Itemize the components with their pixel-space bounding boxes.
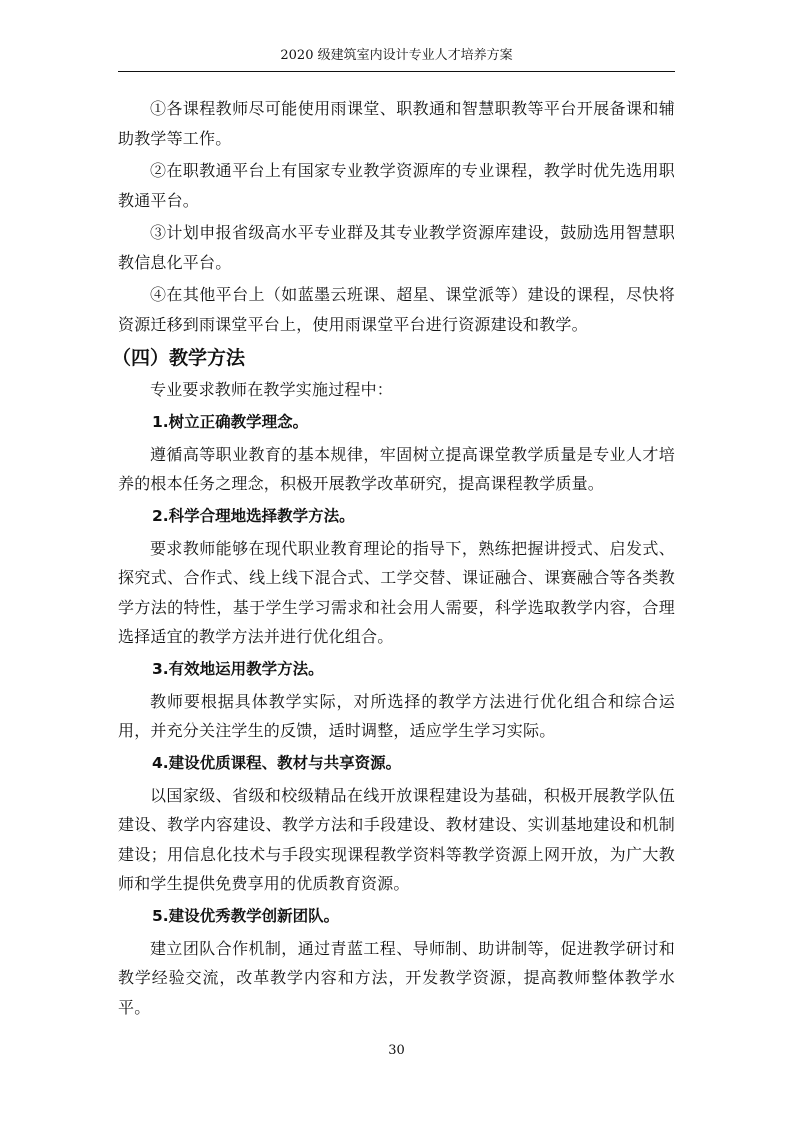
paragraph-platform-3: ③计划申报省级高水平专业群及其专业教学资源库建设，鼓励选用智慧职教信息化平台。 — [118, 223, 675, 272]
section-intro: 专业要求教师在教学实施过程中： — [150, 380, 394, 399]
item-body-1: 遵循高等职业教育的基本规律，牢固树立提高课堂教学质量是专业人才培养的根本任务之理念，积极开展教学改革研究，提高课程教学质量。 — [118, 444, 675, 493]
page-header: 2020 级建筑室内设计专业人才培养方案 — [280, 48, 513, 63]
item-heading-2: 2.科学合理地选择教学方法。 — [152, 506, 355, 525]
paragraph-platform-1: ①各课程教师尽可能使用雨课堂、职教通和智慧职教等平台开展备课和辅助教学等工作。 — [118, 99, 675, 148]
item-heading-5: 5.建设优秀教学创新团队。 — [152, 906, 340, 925]
item-body-3: 教师要根据具体教学实际，对所选择的教学方法进行优化组合和综合运用，并充分关注学生的反馈，适时调整，适应学生学习实际。 — [118, 691, 675, 740]
page-number: 30 — [388, 1043, 405, 1058]
paragraph-platform-4: ④在其他平台上（如蓝墨云班课、超星、课堂派等）建设的课程，尽快将资源迁移到雨课堂平台上，使用雨课堂平台进行资源建设和教学。 — [118, 285, 675, 334]
item-body-4: 以国家级、省级和校级精品在线开放课程建设为基础，积极开展教学队伍建设、教学内容建设、教学方法和手段建设、教材建设、实训基地建设和机制建设；用信息化技术与手段实现课程教学资料等教学资源上网开放，为广大教师和学生提供免费享用的优质教育资源。 — [118, 785, 675, 893]
item-heading-4: 4.建设优质课程、教材与共享资源。 — [152, 753, 402, 772]
paragraph-platform-2: ②在职教通平台上有国家专业教学资源库的专业课程，教学时优先选用职教通平台。 — [118, 161, 675, 210]
section-title: （四）教学方法 — [112, 347, 246, 369]
item-body-5: 建立团队合作机制，通过青蓝工程、导师制、助讲制等，促进教学研讨和教学经验交流，改革教学内容和方法，开发教学资源，提高教师整体教学水平。 — [118, 938, 675, 1017]
item-heading-1: 1.树立正确教学理念。 — [152, 412, 309, 431]
document-body — [112, 94, 675, 1025]
header-divider — [118, 71, 675, 72]
item-body-2: 要求教师能够在现代职业教育理论的指导下，熟练把握讲授式、启发式、探究式、合作式、线上线下混合式、工学交替、课证融合、课赛融合等各类教学方法的特性，基于学生学习需求和社会用人需要，科学选取教学内容，合理选择适宜的教学方法并进行优化组合。 — [118, 538, 675, 646]
item-heading-3: 3.有效地运用教学方法。 — [152, 659, 324, 678]
